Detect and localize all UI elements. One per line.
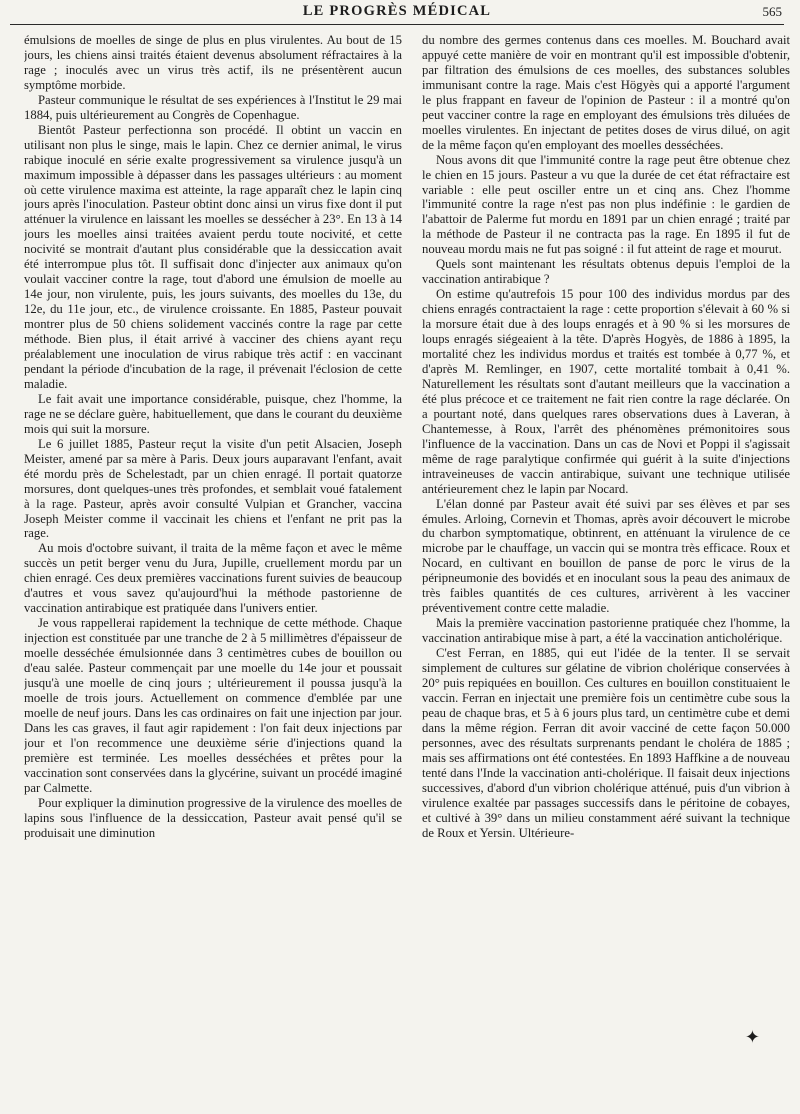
- paragraph: C'est Ferran, en 1885, qui eut l'idée de la tenter. Il se servait simplement de cultures sur gélatine de vibrion cholérique conservées à 20° puis repiquées en bouillon. Ces cultures en bouillon constituaient le vaccin. Ferran en injectait une première fois un centimètre cube sous la peau de chaque bras, et 5 à 6 jours plus tard, un centimètre cube et demi dans la même région. Ferran dit avoir vacciné de cette façon 50.000 personnes, avec des résultats surprenants pendant le choléra de 1885 ; mais ses affirmations ont été contestées. En 1893 Haffkine a de nouveau tenté dans l'Inde la vaccination anti-cholérique. Il faisait deux injections successives, d'abord d'un vibrion cholérique atténué, puis d'un vibrion à virulence exaltée par passages successifs dans le péritoine de cobayes, et cultivé à 39° dans un milieu constamment aéré suivant la technique de Roux et Yersin. Ultérieure-: [422, 646, 790, 840]
- paragraph: émulsions de moelles de singe de plus en plus virulentes. Au bout de 15 jours, les chiens ainsi traités étaient devenus absolument réfractaires à la rage ; inoculés avec un virus très actif, ils ne présentèrent aucun symptôme morbide.: [24, 33, 402, 92]
- paragraph: Pasteur communique le résultat de ses expériences à l'Institut le 29 mai 1884, puis ultérieurement au Congrès de Copenhague.: [24, 92, 402, 122]
- ornament-icon: ✦: [744, 1027, 760, 1047]
- paragraph: Nous avons dit que l'immunité contre la rage peut être obtenue chez le chien en 15 jours. Pasteur a vu que la durée de cet état réfractaire est variable : elle peut osciller entre un et cinq ans. Chez l'homme l'immunité contre la rage n'est pas non plus indéfinie : le gardien de l'abattoir de Palerme fut mordu en 1891 par un chien enragé ; traité par la méthode de Pasteur il ne contracta pas la rage. En 1895 il fut de nouveau mordu mais ne fut pas soigné : il fut atteint de rage et mourut.: [422, 152, 790, 257]
- paragraph: Mais la première vaccination pastorienne pratiquée chez l'homme, la vaccination antirabique mise à part, a été la vaccination anticholérique.: [422, 616, 790, 646]
- paragraph: Le fait avait une importance considérable, puisque, chez l'homme, la rage ne se déclare guère, habituellement, que dans le courant du deuxième mois qui suit la morsure.: [24, 391, 402, 436]
- paragraph: On estime qu'autrefois 15 pour 100 des individus mordus par des chiens enragés contractaient la rage : cette proportion s'élevait à 60 % si la morsure était due à des loups enragés et à 90 % si les morsures de loups enragés siégeaient à la tête. D'après Hogyès, de 1886 à 1895, la mortalité chez les individus mordus et traités est tombée à 0,77 %, et d'après M. Remlinger, en 1907, cette mortalité tombait à 0,41 %. Naturellement les résultats sont d'autant meilleurs que la vaccination a été plus précoce et ce traitement ne fait rien contre la rage déclarée. On a pourtant noté, dans quelques rares observations dues à Laveran, à Chantemesse, à Roux, l'arrêt des phénomènes prémonitoires sous l'influence de la vaccination. Dans un cas de Novi et Poppi il s'agissait même de rage paralytique confirmée qui guérit à la suite d'injections intraveineuses de vaccin antirabique, suivant une technique utilisée antérieurement chez le lapin par Nocard.: [422, 287, 790, 496]
- paragraph: du nombre des germes contenus dans ces moelles. M. Bouchard avait appuyé cette manière de voir en montrant qu'il est impossible d'obtenir, par filtration des émulsions de ces moelles, des substances solubles immunisant contre la rage. Mais c'est Högyès qui a apporté l'argument le plus frappant en faveur de l'opinion de Pasteur : il a montré qu'on peut vacciner contre la rage en employant des émulsions très diluées de moelles virulentes. En injectant de petites doses de virus dilué, on agit de la même façon qu'en employant des moelles desséchées.: [422, 33, 790, 152]
- paragraph: Au mois d'octobre suivant, il traita de la même façon et avec le même succès un petit berger venu du Jura, Jupille, cruellement mordu par un chien enragé. Ces deux premières vaccinations furent suivies de beaucoup d'autres et vous savez qu'aujourd'hui la méthode pastorienne de vaccination antirabique est pratiquée dans l'univers entier.: [24, 541, 402, 616]
- left-column: [24, 33, 402, 1085]
- paragraph: Je vous rappellerai rapidement la technique de cette méthode. Chaque injection est constituée par une tranche de 2 à 5 millimètres d'épaisseur de moelle desséchée émulsionnée dans 3 centimètres cubes de bouillon ou d'eau salée. Pasteur commençait par une moelle du 14e jour et poussait jusqu'à une moelle de cinq jours ; ultérieurement il poussa jusqu'à la moelle de trois jours. Actuellement on commence d'emblée par une moelle de neuf jours. Dans les cas ordinaires on fait une injection par jour. Dans les cas graves, il faut agir rapidement : l'on fait deux injections par jour et l'on recommence une deuxième série d'injections quand la première est terminée. Les moelles desséchées et prêtes pour la vaccination sont conservées dans la glycérine, suivant un procédé imaginé par Calmette.: [24, 616, 402, 795]
- journal-title: LE PROGRÈS MÉDICAL: [302, 3, 492, 19]
- right-column: [422, 33, 790, 1085]
- page-number: 565: [762, 4, 782, 19]
- paragraph: Pour expliquer la diminution progressive de la virulence des moelles de lapins sous l'influence de la dessiccation, Pasteur avait pensé qu'il se produisait une diminution: [24, 795, 402, 840]
- paragraph: Le 6 juillet 1885, Pasteur reçut la visite d'un petit Alsacien, Joseph Meister, amené par sa mère à Paris. Deux jours auparavant l'enfant, avait été mordu près de Schelestadt, par un chien enragé. Il portait quatorze morsures, dont quelques-unes très profondes, et semblait voué fatalement à la rage. Pasteur, après avoir consulté Vulpian et Grancher, vaccina Joseph Meister comme il vaccinait les chiens et l'enfant ne prit pas la rage.: [24, 436, 402, 541]
- paragraph: Quels sont maintenant les résultats obtenus depuis l'emploi de la vaccination antirabique ?: [422, 257, 790, 287]
- paragraph: L'élan donné par Pasteur avait été suivi par ses élèves et par ses émules. Arloing, Cornevin et Thomas, après avoir découvert le microbe du charbon symptomatique, obtinrent, en atténuant la virulence de ce microbe par le chauffage, un vaccin qui se montra très efficace. Roux et Nocard, en cultivant en bouillon de panse de porc le virus de la péripneumonie des bovidés et en inoculant sous la peau des animaux de très faibles quantités de ces cultures, arrivèrent à les vacciner préventivement contre cette maladie.: [422, 496, 790, 616]
- running-header: [10, 0, 784, 25]
- paragraph: Bientôt Pasteur perfectionna son procédé. Il obtint un vaccin en utilisant non plus le singe, mais le lapin. Chez ce dernier animal, le virus rabique inoculé en série exalte progressivement sa virulence jusqu'à un maximum impossible à dépasser dans les passages ultérieurs : au moment où cette virulence maxima est atteinte, la rage apparaît chez le lapin cinq jours après l'inoculation. Pasteur obtint donc ainsi un virus fixe dont il put atténuer la virulence en laissant les moelles se dessécher à 23°. En 13 à 14 jours les moelles ainsi traitées avaient perdu toute nocivité, et cette nocivité se montrait d'autant plus considérable que la dessiccation avait été interrompue plus tôt. Il suffisait donc d'injecter aux animaux qu'on voulait vacciner contre la rage, tout d'abord une émulsion de moelle au 14e jour, non virulente, puis, les jours suivants, des moelles du 13e, du 12e, du 11e jour, etc., de virulence croissante. En 1885, Pasteur pouvait montrer plus de 50 chiens solidement vaccinés contre la rage par cette méthode. Bien plus, il était arrivé à vacciner des chiens ayant reçu préalablement une inoculation de virus rabique très actif : en vaccinant pendant la période d'incubation de la rage, il prévenait l'éclosion de cette maladie.: [24, 122, 402, 391]
- text-columns: [6, 25, 790, 1085]
